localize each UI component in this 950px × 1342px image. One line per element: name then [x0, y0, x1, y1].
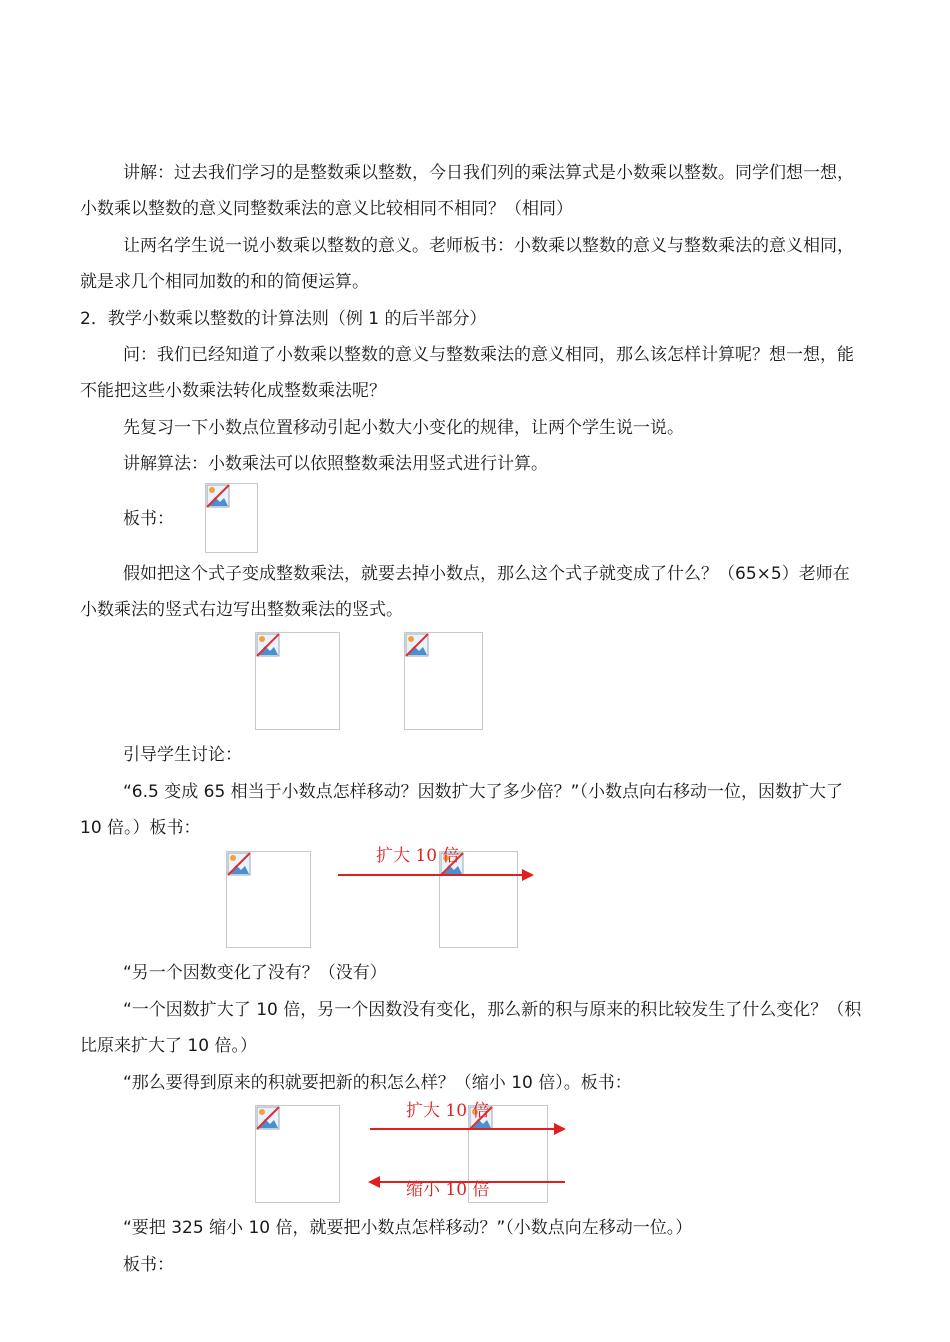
image-placeholder — [226, 851, 311, 948]
broken-image-icon — [256, 1106, 280, 1130]
arrow-right-icon — [370, 1128, 562, 1130]
paragraph-line: 小数乘法的竖式右边写出整数乘法的竖式。 — [80, 600, 403, 620]
paragraph-line: “那么要得到原来的积就要把新的积怎么样？（缩小 10 倍）。板书： — [123, 1073, 632, 1093]
paragraph-line: 先复习一下小数点位置移动引起小数大小变化的规律，让两个学生说一说。 — [123, 418, 684, 438]
paragraph-line: 不能把这些小数乘法转化成整数乘法呢？ — [80, 381, 386, 401]
broken-image-icon — [227, 852, 251, 876]
shrink-label: 缩小 10 倍 — [406, 1180, 490, 1200]
image-placeholder — [255, 1105, 340, 1203]
paragraph-line: 引导学生讨论： — [123, 745, 242, 765]
image-placeholder — [255, 632, 340, 730]
image-placeholder — [404, 632, 483, 730]
paragraph-line: 讲解算法：小数乘法可以依照整数乘法用竖式进行计算。 — [123, 454, 548, 474]
paragraph-line: “要把 325 缩小 10 倍，就要把小数点怎样移动？”（小数点向左移动一位。） — [123, 1218, 693, 1238]
paragraph-line: 板书： — [123, 1255, 174, 1275]
paragraph-line: 板书： — [123, 509, 174, 529]
paragraph-line: “6.5 变成 65 相当于小数点怎样移动？因数扩大了多少倍？”（小数点向右移动一位，因数扩大了 — [123, 782, 843, 802]
broken-image-icon — [256, 633, 280, 657]
paragraph-line: 小数乘以整数的意义同整数乘法的意义比较相同不相同？（相同） — [80, 199, 573, 219]
paragraph-line: 就是求几个相同加数的和的简便运算。 — [80, 272, 369, 292]
expand-label: 扩大 10 倍 — [376, 846, 460, 866]
paragraph-line: “一个因数扩大了 10 倍，另一个因数没有变化，那么新的积与原来的积比较发生了什么变化？（积 — [123, 1000, 862, 1020]
paragraph-line: 假如把这个式子变成整数乘法，就要去掉小数点，那么这个式子就变成了什么？（65×5）老师在 — [123, 564, 850, 584]
paragraph-line: 问：我们已经知道了小数乘以整数的意义与整数乘法的意义相同，那么该怎样计算呢？想一想，能 — [123, 345, 854, 365]
arrow-right-icon — [338, 874, 530, 876]
image-placeholder — [205, 483, 258, 553]
broken-image-icon — [206, 484, 230, 508]
section-heading: 2．教学小数乘以整数的计算法则（例 1 的后半部分） — [80, 309, 487, 329]
expand-label: 扩大 10 倍 — [406, 1101, 490, 1121]
paragraph-line: 让两名学生说一说小数乘以整数的意义。老师板书：小数乘以整数的意义与整数乘法的意义相同， — [123, 236, 854, 256]
broken-image-icon — [405, 633, 429, 657]
paragraph-line: 10 倍。）板书： — [80, 818, 201, 838]
paragraph-line: 比原来扩大了 10 倍。） — [80, 1036, 257, 1056]
paragraph-line: “另一个因数变化了没有？（没有） — [123, 963, 387, 983]
paragraph-line: 讲解：过去我们学习的是整数乘以整数，今日我们列的乘法算式是小数乘以整数。同学们想一想， — [123, 163, 854, 183]
